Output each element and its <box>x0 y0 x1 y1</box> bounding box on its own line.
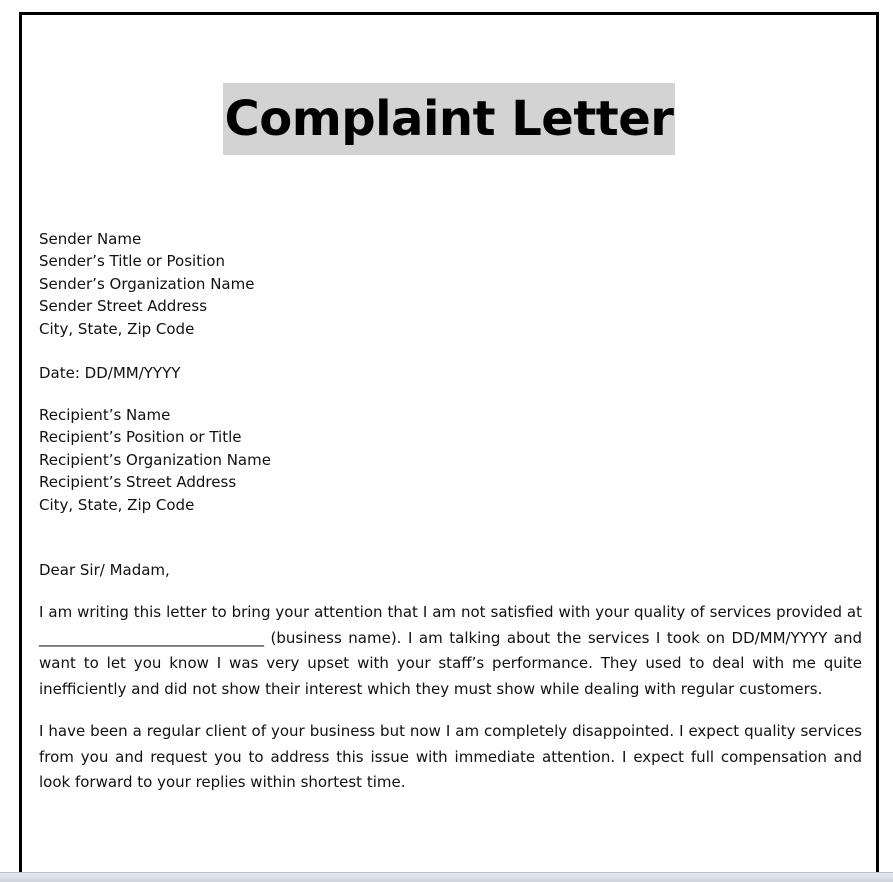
document-title: Complaint Letter <box>223 83 676 155</box>
body-paragraph-2: I have been a regular client of your business but now I am completely disappointed. I expect quality services from you and request you to address this issue with immediate attention. I expect full compensation and look forward to your replies within shortest time. <box>39 722 862 791</box>
sender-name: Sender Name <box>39 230 142 248</box>
sender-city: City, State, Zip Code <box>39 319 195 338</box>
letter-date: Date: DD/MM/YYYY <box>39 364 181 382</box>
sender-title: Sender’s Title or Position <box>39 252 225 271</box>
letter-page <box>19 12 879 882</box>
recipient-block <box>39 404 271 516</box>
recipient-street: Recipient’s Street Address <box>39 473 237 492</box>
recipient-position: Recipient’s Position or Title <box>39 428 242 447</box>
window-bottom-bar <box>0 872 893 882</box>
salutation-block <box>39 559 170 581</box>
sender-organization: Sender’s Organization Name <box>39 274 255 293</box>
recipient-name: Recipient’s Name <box>39 406 171 424</box>
date-block <box>39 362 180 384</box>
recipient-organization: Recipient’s Organization Name <box>39 450 271 469</box>
sender-block <box>39 228 254 340</box>
sender-street: Sender Street Address <box>39 297 208 316</box>
recipient-city: City, State, Zip Code <box>39 495 195 514</box>
title-container <box>22 83 876 155</box>
salutation: Dear Sir/ Madam, <box>39 561 170 579</box>
body-paragraph-1: I am writing this letter to bring your attention that I am not satisfied with your quality of services provided at ______________________________ (business name). I am talking about the services I took on DD/MM/YYYY and want to let you know I was very upset with your staff’s performance. They used to deal with me quite inefficiently and did not show their interest which they must show while dealing with regular customers. <box>39 603 862 698</box>
